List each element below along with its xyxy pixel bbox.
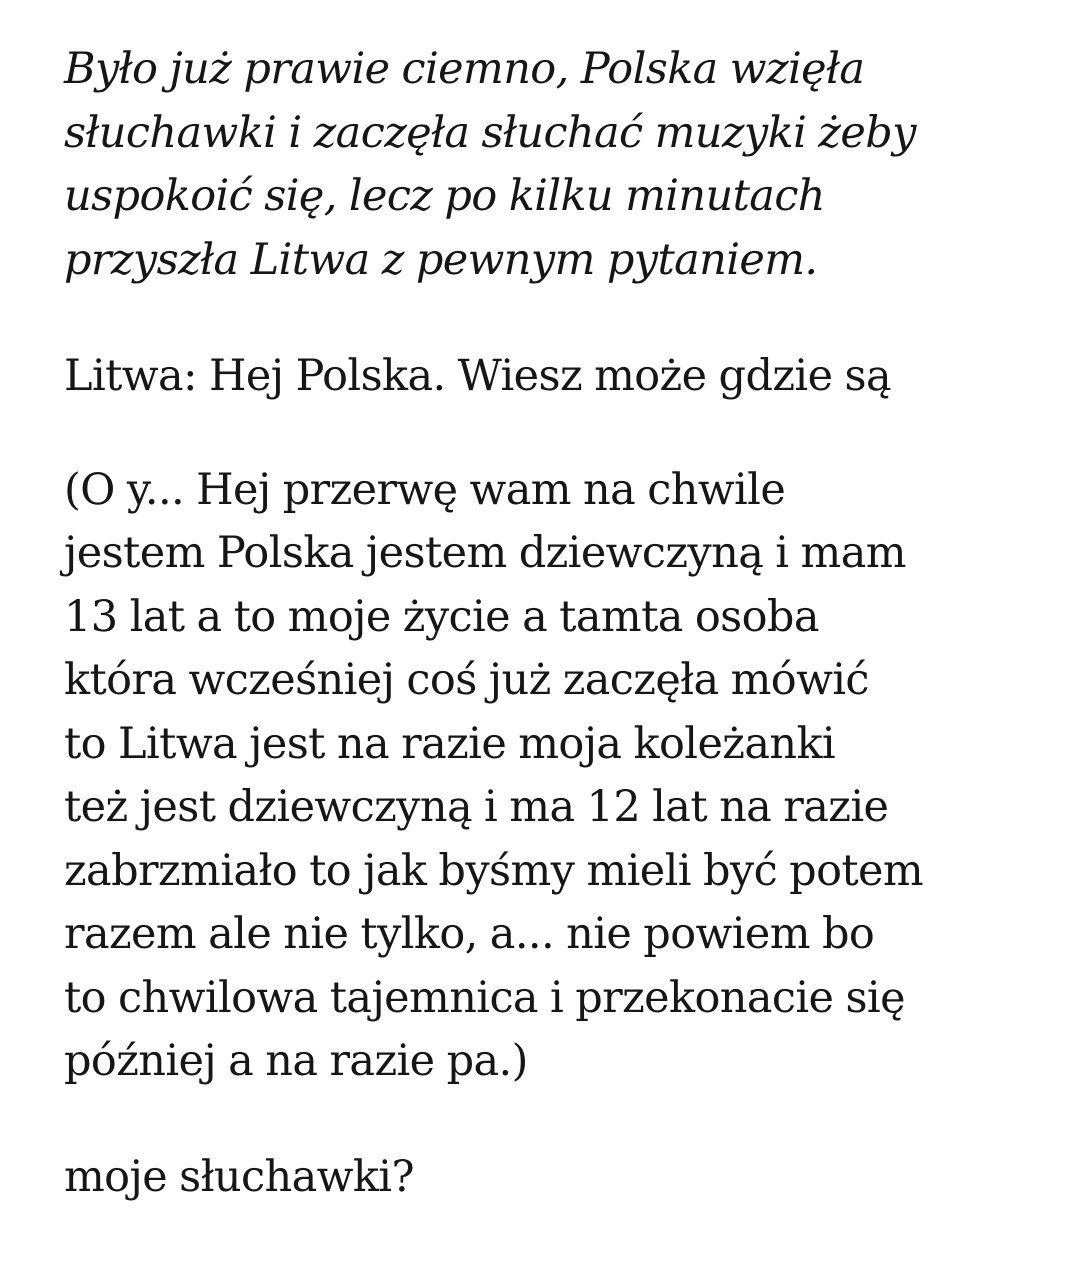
narration-line: przyszła Litwa z pewnym pytaniem. [64,234,818,285]
dialogue-paragraph [64,345,1054,409]
paragraph-spacer [64,292,1054,345]
narration-line: słuchawki i zaczęła słuchać muzyki żeby [64,107,916,158]
author-note-line: później a na razie pa.) [64,1036,528,1086]
author-note-line: jestem Polska jestem dziewczyną i mam [64,528,906,578]
dialogue-paragraph [64,1146,1054,1210]
author-note-line: która wcześniej coś już zaczęła mówić [64,655,869,705]
narration-paragraph [64,38,1054,292]
author-note-line: razem ale nie tylko, a... nie powiem bo [64,909,875,959]
dialogue-line: Litwa: Hej Polska. Wiesz może gdzie są [64,351,892,401]
author-note-line: (O y... Hej przerwę wam na chwile [64,464,786,515]
author-note-paragraph [64,459,1054,1094]
author-note-line: to Litwa jest na razie moja koleżanki [64,718,836,769]
author-note-line: to chwilowa tajemnica i przekonacie się [64,972,905,1023]
author-note-line: też jest dziewczyną i ma 12 lat na razie [64,782,889,832]
paragraph-spacer [64,409,1054,459]
narration-line: Było już prawie ciemno, Polska wzięła [64,44,865,94]
narration-line: uspokoić się, lecz po kilku minutach [64,171,825,221]
story-text [64,38,1054,1209]
dialogue-line: moje słuchawki? [64,1151,414,1202]
author-note-line: zabrzmiało to jak byśmy mieli być potem [64,845,924,896]
paragraph-spacer [64,1094,1054,1146]
author-note-line: 13 lat a to moje życie a tamta osoba [64,591,819,642]
